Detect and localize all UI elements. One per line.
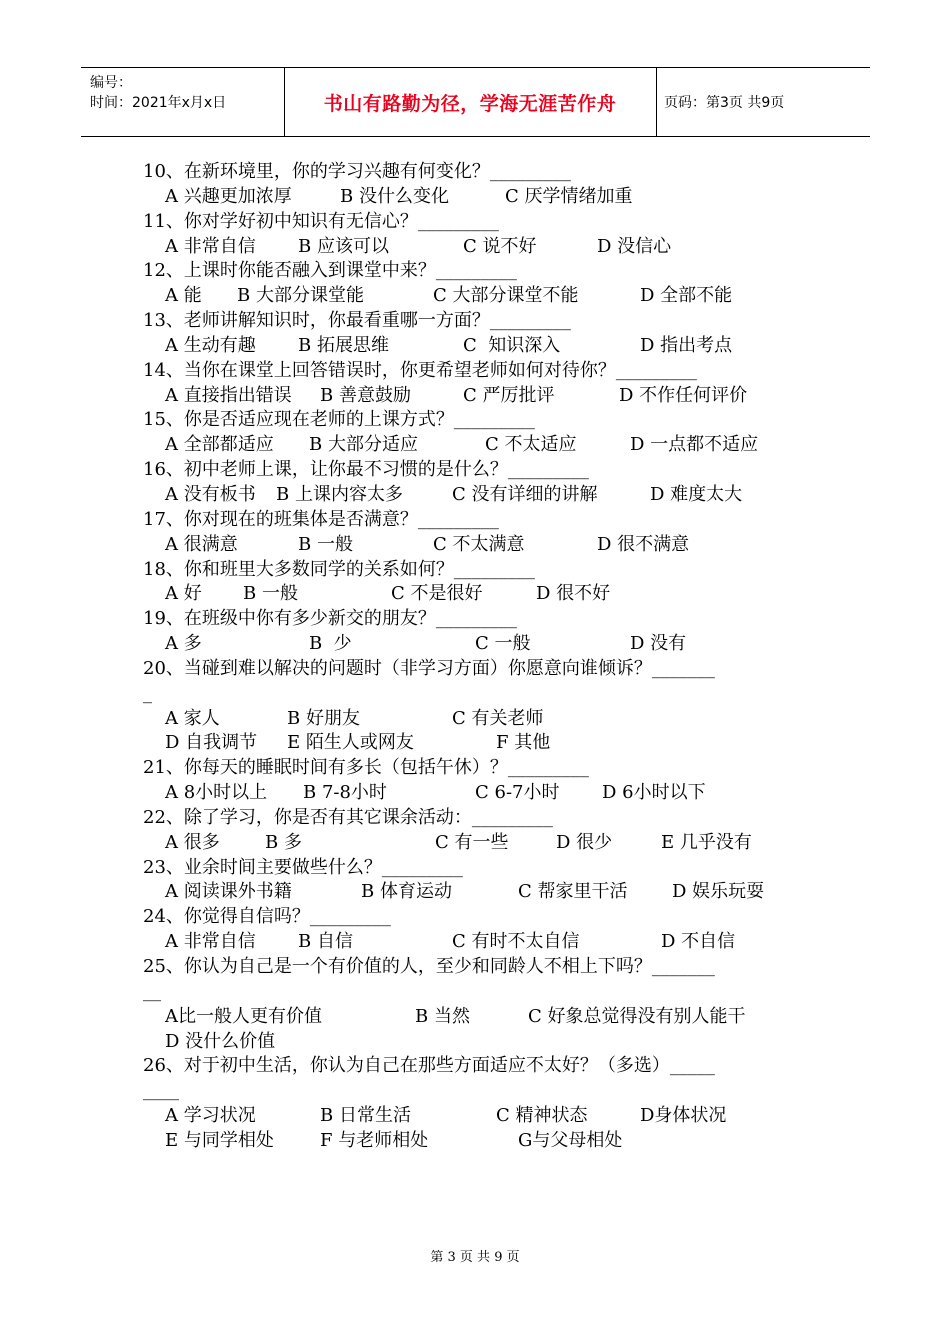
- answer-option[interactable]: E 陌生人或网友: [287, 732, 414, 754]
- questionnaire-body: [143, 160, 823, 1154]
- answer-option[interactable]: C 有关老师: [452, 707, 544, 729]
- question-text: 15、你是否适应现在老师的上课方式？_________: [143, 409, 535, 431]
- motto-text: 书山有路勤为径，学海无涯苦作舟: [323, 92, 617, 115]
- answer-option[interactable]: D 难度太大: [650, 483, 743, 505]
- answer-option[interactable]: A 非常自信: [165, 235, 256, 257]
- answer-option[interactable]: A 很多: [165, 831, 220, 853]
- answer-option[interactable]: B 拓展思维: [298, 334, 389, 356]
- answer-option[interactable]: C 厌学情绪加重: [505, 185, 633, 207]
- answer-option[interactable]: A 学习状况: [165, 1105, 256, 1127]
- answer-option[interactable]: B 善意鼓励: [320, 384, 411, 406]
- answer-option[interactable]: A 8小时以上: [165, 782, 268, 804]
- answer-option[interactable]: D 6小时以下: [602, 782, 706, 804]
- answer-option[interactable]: A 能: [165, 285, 202, 307]
- answer-blank-continuation: ____: [143, 1080, 179, 1102]
- answer-option[interactable]: A比一般人更有价值: [165, 1005, 322, 1027]
- answer-blank-continuation: _: [143, 682, 152, 704]
- question-text: 20、当碰到难以解决的问题时（非学习方面）你愿意向谁倾诉？_______: [143, 657, 715, 679]
- answer-option[interactable]: F 与老师相处: [320, 1129, 429, 1151]
- answer-option[interactable]: B 大部分适应: [309, 434, 418, 456]
- answer-option[interactable]: D 不自信: [661, 931, 736, 953]
- answer-option[interactable]: C 没有详细的讲解: [452, 483, 598, 505]
- answer-option[interactable]: A 没有板书: [165, 483, 256, 505]
- question-text: 14、当你在课堂上回答错误时，你更希望老师如何对待你？_________: [143, 359, 697, 381]
- question-text: 21、你每天的睡眠时间有多长（包括午休）？_________: [143, 757, 589, 779]
- answer-option[interactable]: B 少: [309, 633, 352, 655]
- page-info: 页码：第3页 共9页: [664, 95, 785, 111]
- answer-option[interactable]: B 日常生活: [320, 1105, 411, 1127]
- options-row: [143, 284, 823, 309]
- options-row: [143, 582, 823, 607]
- question-text: 13、老师讲解知识时，你最看重哪一方面？_________: [143, 310, 571, 332]
- answer-option[interactable]: C 一般: [475, 633, 531, 655]
- options-row: [143, 1129, 823, 1154]
- options-row: [143, 1104, 823, 1129]
- answer-option[interactable]: A 兴趣更加浓厚: [165, 185, 292, 207]
- answer-option[interactable]: D 自我调节: [165, 732, 258, 754]
- answer-option[interactable]: B 体育运动: [361, 881, 452, 903]
- answer-option[interactable]: B 自信: [298, 931, 353, 953]
- options-row: [143, 433, 823, 458]
- answer-option[interactable]: C 不是很好: [391, 583, 483, 605]
- options-row: [143, 831, 823, 856]
- answer-option[interactable]: D身体状况: [640, 1105, 727, 1127]
- answer-option[interactable]: D 很不好: [536, 583, 611, 605]
- answer-option[interactable]: C 有时不太自信: [452, 931, 580, 953]
- answer-option[interactable]: B 多: [265, 831, 302, 853]
- answer-option[interactable]: B 一般: [298, 533, 353, 555]
- options-row: [143, 185, 823, 210]
- question-text: 17、你对现在的班集体是否满意？_________: [143, 508, 499, 530]
- options-row: [143, 707, 823, 732]
- answer-option[interactable]: F 其他: [496, 732, 551, 754]
- options-row: [143, 384, 823, 409]
- answer-option[interactable]: A 家人: [165, 707, 220, 729]
- answer-blank-continuation: __: [143, 980, 161, 1002]
- answer-option[interactable]: C 知识深入: [463, 334, 561, 356]
- question-text: 24、你觉得自信吗？_________: [143, 906, 391, 928]
- question-text: 26、对于初中生活，你认为自己在那些方面适应不太好？（多选）_____: [143, 1055, 715, 1077]
- question-text: 19、在班级中你有多少新交的朋友？_________: [143, 608, 517, 630]
- answer-option[interactable]: C 精神状态: [496, 1105, 588, 1127]
- answer-option[interactable]: C 好象总觉得没有别人能干: [528, 1005, 746, 1027]
- answer-option[interactable]: A 阅读课外书籍: [165, 881, 292, 903]
- answer-option[interactable]: C 不太适应: [485, 434, 577, 456]
- answer-option[interactable]: A 多: [165, 633, 202, 655]
- page-footer: 第 3 页 共 9 页: [430, 1250, 520, 1265]
- answer-option[interactable]: E 与同学相处: [165, 1129, 274, 1151]
- question-text: 16、初中老师上课，让你最不习惯的是什么？_________: [143, 459, 589, 481]
- answer-option[interactable]: D 很少: [556, 831, 613, 853]
- question-text: 18、你和班里大多数同学的关系如何？_________: [143, 558, 535, 580]
- options-row: [143, 632, 823, 657]
- answer-option[interactable]: C 大部分课堂不能: [433, 285, 579, 307]
- answer-option[interactable]: D 指出考点: [640, 334, 733, 356]
- options-row: [143, 1005, 823, 1030]
- answer-option[interactable]: A 很满意: [165, 533, 238, 555]
- answer-option[interactable]: D 没信心: [597, 235, 672, 257]
- answer-option[interactable]: D 不作任何评价: [619, 384, 748, 406]
- answer-option[interactable]: C 不太满意: [433, 533, 525, 555]
- header-meta-cell: [81, 68, 285, 136]
- answer-option[interactable]: C 帮家里干活: [518, 881, 628, 903]
- answer-option[interactable]: B 没什么变化: [340, 185, 449, 207]
- answer-option[interactable]: B 当然: [415, 1005, 470, 1027]
- answer-option[interactable]: B 大部分课堂能: [237, 285, 364, 307]
- answer-option[interactable]: D 没有: [630, 633, 687, 655]
- answer-option[interactable]: A 全部都适应: [165, 434, 274, 456]
- answer-option[interactable]: G与父母相处: [518, 1129, 623, 1151]
- answer-option[interactable]: C 有一些: [435, 831, 509, 853]
- answer-option[interactable]: B 好朋友: [287, 707, 360, 729]
- options-row: [143, 731, 823, 756]
- options-row: [143, 930, 823, 955]
- options-row: [143, 533, 823, 558]
- question-text: 12、上课时你能否融入到课堂中来？_________: [143, 260, 517, 282]
- answer-option[interactable]: D 娱乐玩耍: [672, 881, 765, 903]
- answer-option[interactable]: A 非常自信: [165, 931, 256, 953]
- options-row: [143, 781, 823, 806]
- question-text: 23、业余时间主要做些什么？_________: [143, 856, 463, 878]
- header-motto-cell: [284, 68, 657, 136]
- answer-option[interactable]: D 很不满意: [597, 533, 690, 555]
- answer-option[interactable]: E 几乎没有: [661, 831, 752, 853]
- serial-number-label: 编号：: [90, 75, 132, 91]
- answer-option[interactable]: C 严厉批评: [463, 384, 555, 406]
- answer-option[interactable]: D 全部不能: [640, 285, 733, 307]
- options-row: [143, 483, 823, 508]
- header-page-cell: [657, 68, 877, 136]
- options-row: [143, 334, 823, 359]
- answer-option[interactable]: A 生动有趣: [165, 334, 256, 356]
- options-row: [143, 1030, 823, 1055]
- options-row: [143, 235, 823, 260]
- question-text: 11、你对学好初中知识有无信心？_________: [143, 210, 499, 232]
- answer-option[interactable]: B 一般: [243, 583, 298, 605]
- answer-option[interactable]: D 一点都不适应: [630, 434, 759, 456]
- options-row: [143, 880, 823, 905]
- answer-option[interactable]: C 说不好: [463, 235, 537, 257]
- answer-option[interactable]: C 6-7小时: [475, 782, 560, 804]
- date-label: 时间：2021年x月x日: [90, 95, 227, 111]
- answer-option[interactable]: A 直接指出错误: [165, 384, 292, 406]
- question-text: 10、在新环境里，你的学习兴趣有何变化？_________: [143, 161, 571, 182]
- question-text: 22、除了学习，你是否有其它课余活动：_________: [143, 806, 553, 828]
- answer-option[interactable]: B 上课内容太多: [276, 483, 403, 505]
- question-text: 25、你认为自己是一个有价值的人，至少和同龄人不相上下吗？_______: [143, 956, 715, 977]
- answer-option[interactable]: D 没什么价值: [165, 1030, 276, 1052]
- answer-option[interactable]: B 7-8小时: [303, 782, 387, 804]
- page-header: [81, 67, 870, 137]
- answer-option[interactable]: A 好: [165, 583, 202, 605]
- answer-option[interactable]: B 应该可以: [298, 235, 389, 257]
